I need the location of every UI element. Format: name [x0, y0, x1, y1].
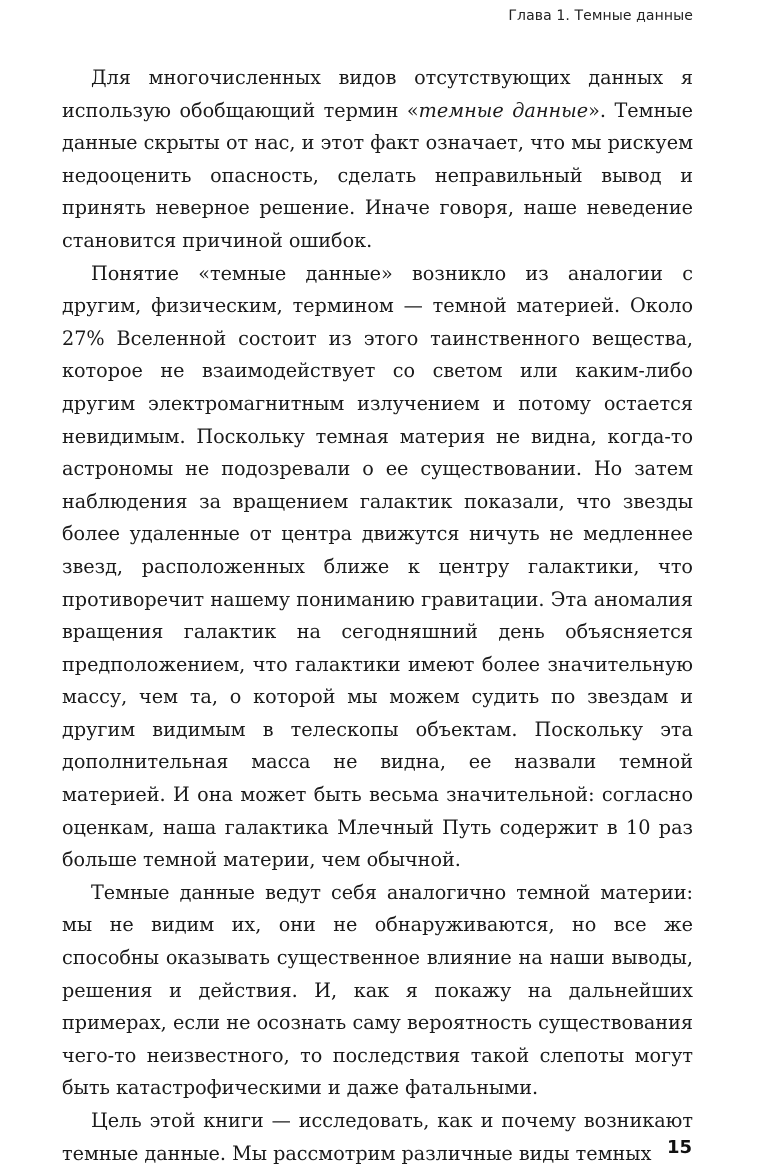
running-head: Глава 1. Темные данные: [508, 8, 693, 24]
paragraph-3: Темные данные ведут себя аналогично темной материи: мы не видим их, они не обнаруживаются, но все же способны оказывать существенное влияние на наши выводы, решения и действия. И, как я покажу на дальнейших примерах, если не осознать саму вероятность существования чего-то неизвестного, то последствия такой слепоты могут быть катастрофическими и даже фатальными.: [62, 880, 693, 1100]
page-number: 15: [666, 1137, 692, 1158]
paragraph-4: Цель этой книги — исследовать, как и почему возникают темные данные. Мы рассмотрим различные виды темных: [62, 1109, 693, 1165]
paragraph-2: Понятие «темные данные» возникло из аналогии с другим, физическим, термином — темной материей. Около 27% Вселенной состоит из этого таинственного вещества, которое не взаимодействует со светом или каким-либо другим электромагнитным излучением и потому остается невидимым. Поскольку темная материя не видна, когда-то астрономы не подозревали о ее существовании. Но затем наблюдения за вращением галактик показали, что звезды более удаленные от центра движутся ничуть не медленнее звезд, расположенных ближе к центру галактики, что противоречит нашему пониманию гравитации. Эта аномалия вращения галактик на сегодняшний день объясняется предположением, что галактики имеют более значительную массу, чем та, о которой мы можем судить по звездам и другим видимым в телескопы объектам. Поскольку эта дополнительная масса не видна, ее назвали темной материей. И она может быть весьма значительной: согласно оценкам, наша галактика Млечный Путь содержит в 10 раз больше темной материи, чем обычной.: [62, 261, 693, 872]
italic-term: темные данные: [418, 98, 589, 122]
paragraph-1: [62, 62, 693, 258]
body-text: [62, 62, 693, 1170]
paragraph-1-start: Для многочисленных видов отсутствующих данных я использую обобщающий термин «: [62, 66, 693, 122]
paragraph-1-end: ». Темные данные скрыты от нас, и этот факт означает, что мы рискуем недооценить опасность, сделать неправильный вывод и принять неверное решение. Иначе говоря, наше неведение становится причиной ошибок.: [62, 98, 693, 252]
